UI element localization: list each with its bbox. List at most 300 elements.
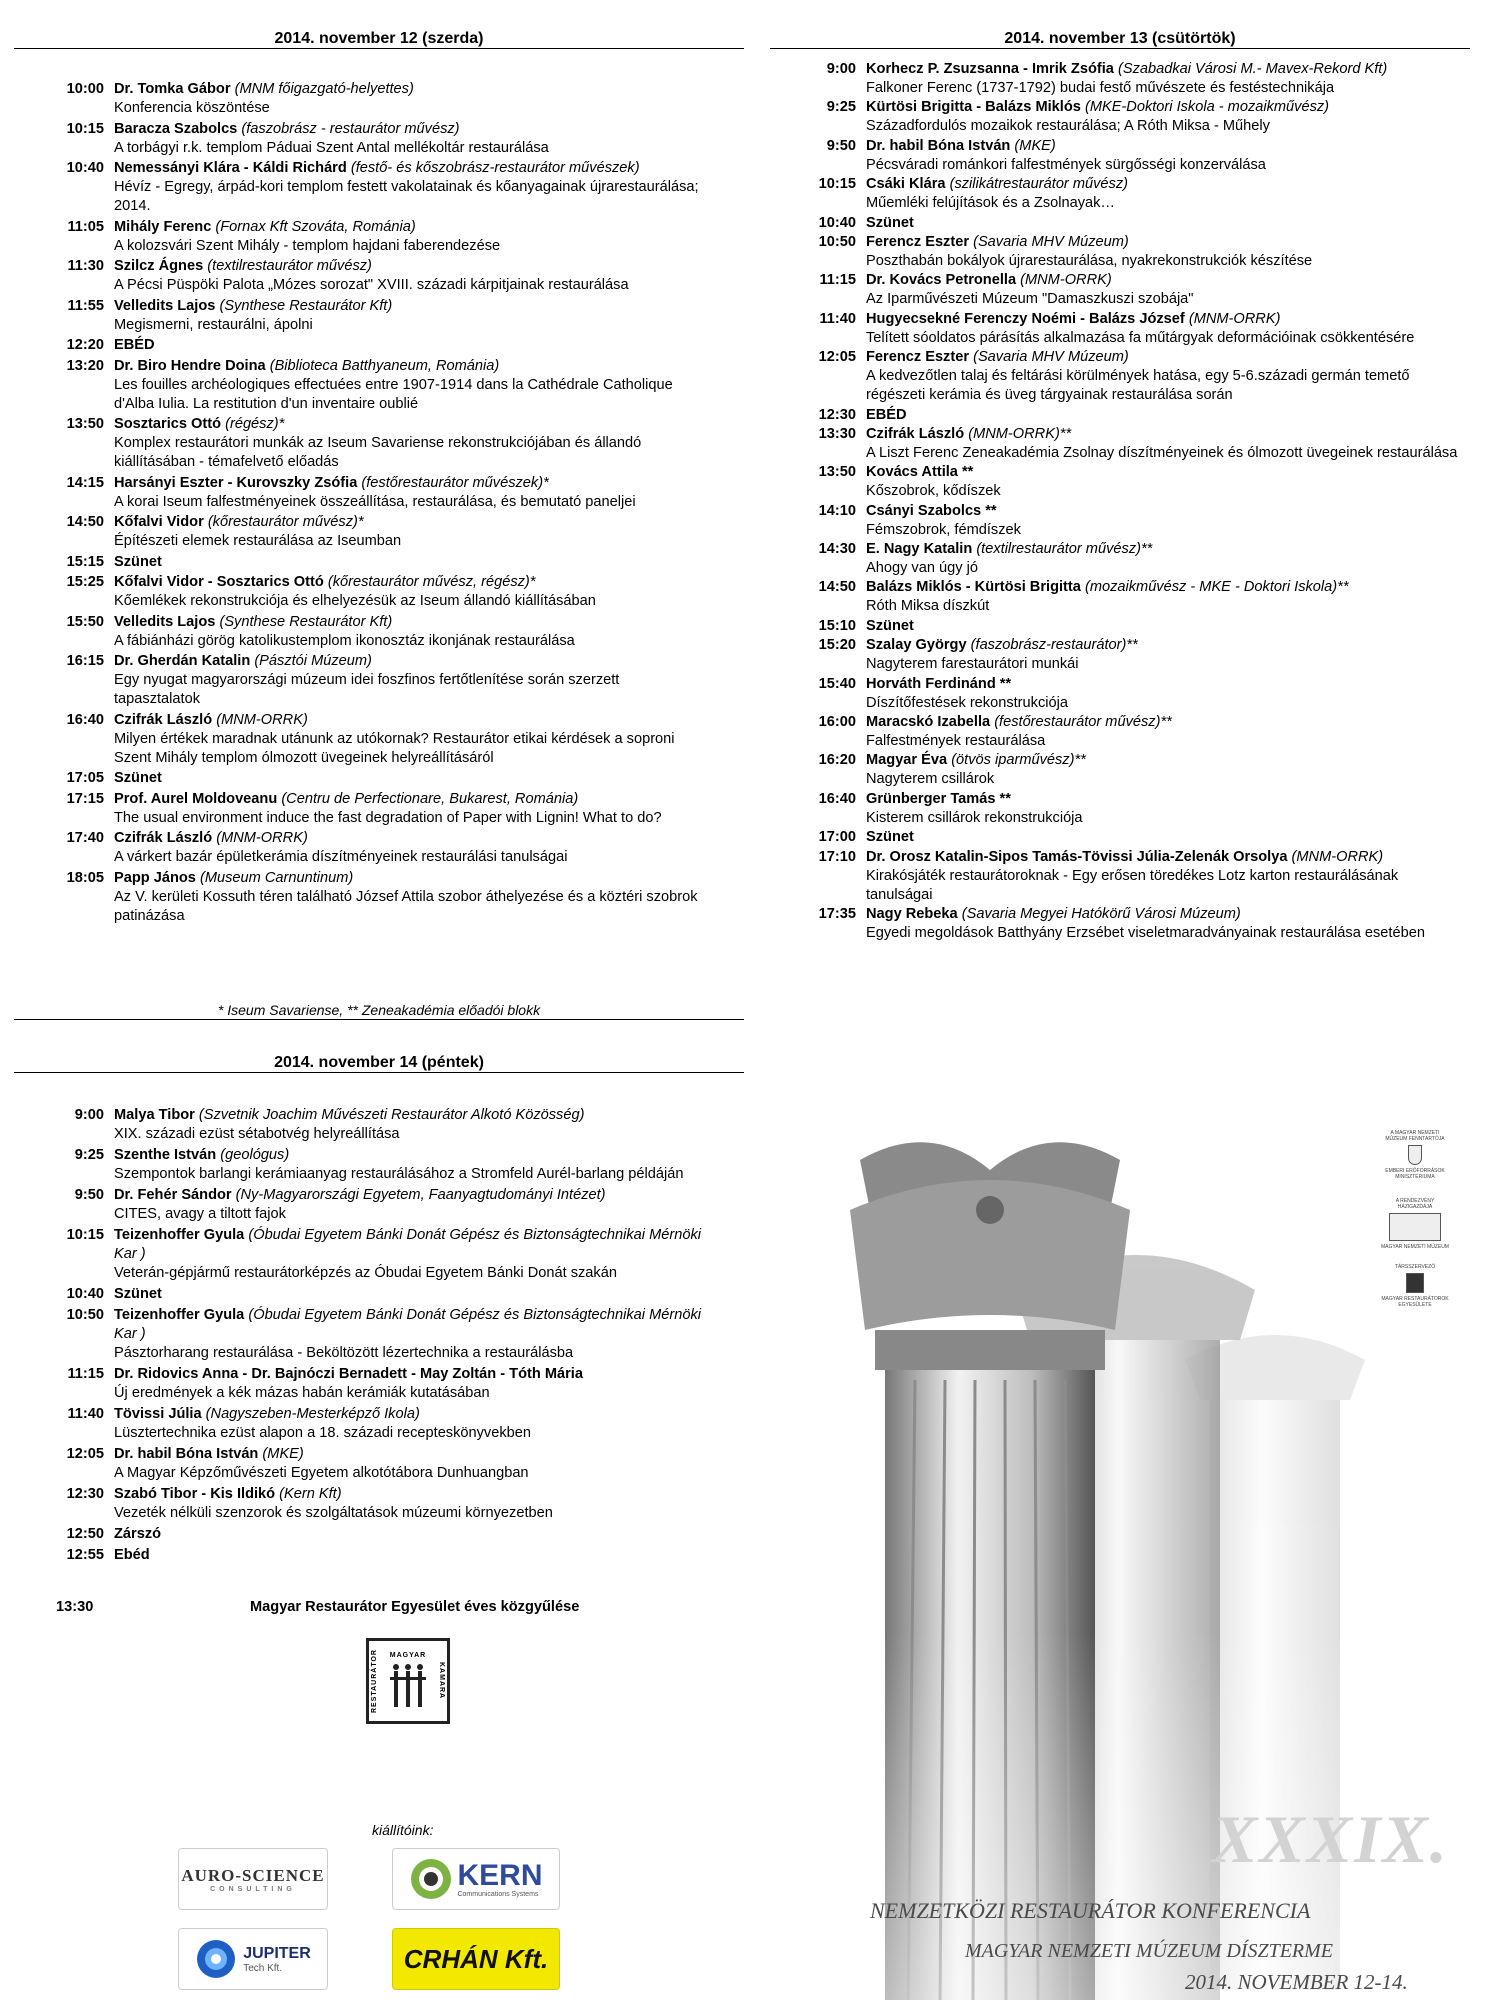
entry-speaker: Teizenhoffer Gyula (114, 1307, 245, 1323)
program-entry (38, 1226, 708, 1283)
program-entry (38, 1546, 708, 1565)
entry-title: A Magyar Képzőművészeti Egyetem alkotótábora Dunhuangban (114, 1465, 529, 1481)
conference-title: NEMZETKÖZI RESTAURÁTOR KONFERENCIA (870, 1898, 1311, 1923)
entry-speaker: EBÉD (866, 406, 907, 423)
conference-number: XXXIX. (1212, 1801, 1449, 1877)
entry-speaker: Szünet (114, 553, 162, 570)
entry-speaker: Szünet (866, 214, 914, 231)
entry-title: A torbágyi r.k. templom Páduai Szent Antal mellékoltár restaurálása (114, 139, 549, 156)
entry-time: 12:05 (818, 349, 856, 366)
entry-time: 10:15 (66, 120, 104, 137)
entry-time: 11:55 (67, 297, 104, 314)
entry-speaker: Nagy Rebeka (866, 905, 958, 922)
program-entry (790, 578, 1460, 616)
entry-speaker: Korhecz P. Zsuzsanna - Imrik Zsófia (866, 61, 1114, 77)
program-entry (38, 474, 708, 512)
entry-time: 11:30 (67, 258, 104, 274)
entry-title: Nagyterem farestaurátori munkái (866, 656, 1079, 673)
kern-icon (409, 1857, 453, 1901)
program-entry (790, 905, 1460, 943)
crhan-name: CRHÁN Kft. (403, 1943, 549, 1974)
entry-speaker: Ferencz Eszter (866, 349, 970, 366)
entry-affiliation: (régész)* (225, 416, 285, 432)
entry-title: Poszthabán bokályok újrarestaurálása, nyakrekonstrukciók készítése (866, 252, 1313, 269)
sponsor-ministry (1380, 1130, 1450, 1180)
entry-time: 11:15 (67, 1366, 104, 1382)
entry-affiliation: (Kern Kft) (279, 1486, 342, 1502)
entry-title: Nagyterem csillárok (866, 771, 995, 788)
entry-speaker: Ebéd (114, 1547, 150, 1563)
entry-speaker: Malya Tibor (114, 1107, 195, 1123)
entry-time: 10:40 (66, 160, 104, 176)
entry-time: 16:15 (66, 653, 104, 669)
program-entry (38, 573, 708, 611)
mre-logo-icon (1406, 1273, 1424, 1293)
entry-affiliation: (Óbudai Egyetem Bánki Donát Gépész és Biztonságtechnikai Mérnöki Kar ) (114, 1307, 702, 1342)
program-entry (790, 175, 1460, 213)
entry-speaker: Velledits Lajos (114, 613, 216, 630)
program-entry (790, 540, 1460, 578)
jupiter-name: JUPITER (243, 1944, 311, 1962)
program-entry (38, 769, 708, 788)
entry-speaker: Velledits Lajos (114, 297, 216, 314)
entry-speaker: Papp János (114, 869, 196, 886)
entry-speaker: Dr. habil Bóna István (114, 1446, 259, 1462)
kamara-logo-right: KAMARA (438, 1662, 445, 1700)
kamara-logo-left: RESTAURÁTOR (371, 1648, 378, 1714)
program-entry (38, 790, 708, 828)
entry-title: XIX. századi ezüst sétabotvég helyreállítása (114, 1126, 400, 1142)
entry-speaker: Dr. Gherdán Katalin (114, 653, 251, 669)
entry-speaker: Prof. Aurel Moldoveanu (114, 790, 278, 807)
entry-title: Komplex restaurátori munkák az Iseum Savariense rekonstrukciójában és állandó kiállításában - témafelvető előadás (114, 435, 642, 470)
day3-title: 2014. november 14 (péntek) (14, 1052, 744, 1073)
entry-time: 12:05 (66, 1446, 104, 1462)
entry-title: A kedvezőtlen talaj és feltárási körülmények hatása, egy 5-6.századi germán temető régészeti kerámia és üveg tárgyainak restaurálása során (866, 368, 1410, 404)
entry-speaker: Szalay György (866, 637, 967, 654)
jupiter-icon (195, 1938, 237, 1980)
entry-title: Az Iparművészeti Múzeum "Damaszkuszi szobája" (866, 291, 1194, 308)
entry-time: 10:40 (66, 1286, 104, 1302)
program-entry (38, 336, 708, 355)
auroscience-logo (178, 1848, 328, 1910)
program-entry (38, 711, 708, 768)
entry-speaker: Czifrák László (114, 711, 213, 728)
entry-title: A Liszt Ferenc Zeneakadémia Zsolnay díszítményeinek és ólmozott üvegeinek restaurálása (866, 444, 1458, 461)
entry-title: Fémszobrok, fémdíszek (866, 521, 1021, 538)
entry-speaker: Harsányi Eszter - Kurovszky Zsófia (114, 474, 358, 491)
entry-title: Milyen értékek maradnak utánunk az utókornak? Restaurátor etikai kérdések a soproni Szent Mihály templom ólmozott üvegeinek helyreállításáról (114, 730, 675, 766)
program-entry (38, 1186, 708, 1224)
program-entry (790, 233, 1460, 271)
entry-time: 16:20 (818, 752, 856, 769)
entry-affiliation: (faszobrász-restaurátor)** (970, 637, 1138, 654)
program-entry (38, 829, 708, 867)
program-entry (790, 271, 1460, 309)
entry-time: 16:00 (818, 714, 856, 731)
entry-speaker: Hugyecsekné Ferenczy Noémi - Balázs József (866, 310, 1185, 327)
entry-time: 16:40 (818, 790, 856, 807)
program-entry (790, 60, 1460, 98)
entry-time: 11:40 (819, 310, 856, 327)
entry-time: 12:20 (66, 337, 104, 353)
kamara-logo-top: MAGYAR (389, 1651, 427, 1659)
entry-title: Veterán-gépjármű restaurátorképzés az Óbudai Egyetem Bánki Donát szakán (114, 1265, 617, 1281)
entry-speaker: Szünet (114, 770, 162, 786)
entry-affiliation: (Savaria MHV Múzeum) (973, 233, 1129, 250)
entry-time: 14:30 (818, 541, 856, 558)
program-entry (38, 297, 708, 335)
entry-title: Pásztorharang restaurálása - Beköltözött lézertechnika a restaurálásba (114, 1345, 574, 1361)
entry-title: Műemléki felújítások és a Zsolnayak… (866, 195, 1116, 212)
entry-affiliation: (mozaikművész - MKE - Doktori Iskola)** (1084, 579, 1349, 596)
program-entry (790, 617, 1460, 636)
entry-speaker: Tövissi Júlia (114, 1406, 202, 1422)
entry-time: 15:10 (818, 617, 856, 634)
entry-speaker: Szünet (114, 1286, 162, 1302)
entry-time: 9:00 (826, 61, 856, 77)
entry-title: Kisterem csillárok rekonstrukciója (866, 809, 1083, 826)
program-entry (790, 751, 1460, 789)
entry-title: Kőemlékek rekonstrukciója és elhelyezésük az Iseum állandó kiállításában (114, 593, 596, 609)
entry-affiliation: (Fornax Kft Szováta, Románia) (215, 218, 416, 235)
entry-time: 11:05 (67, 218, 104, 235)
entry-affiliation: (szilikátrestaurátor művész) (949, 176, 1128, 193)
program-entry (38, 613, 708, 651)
program-entry (790, 790, 1460, 828)
entry-affiliation: (MNM-ORRK) (1188, 310, 1281, 327)
entry-title: Megismerni, restaurálni, ápolni (114, 316, 313, 333)
program-entry (38, 1525, 708, 1544)
entry-title: Falfestmények restaurálása (866, 733, 1046, 750)
entry-speaker: Magyar Éva (866, 752, 948, 769)
entry-affiliation: (textilrestaurátor művész)** (976, 541, 1153, 558)
figures-icon (388, 1661, 428, 1711)
entry-time: 14:50 (818, 579, 856, 596)
entry-title: Egy nyugat magyarországi múzeum idei foszfinos fertőtlenítése során szerzett tapasztalatok (114, 672, 620, 707)
entry-title: A fábiánházi görög katolikustemplom ikonosztáz ikonjának restaurálása (114, 632, 575, 649)
kern-logo (392, 1848, 560, 1910)
entry-title: Róth Miksa díszkút (866, 598, 990, 615)
entry-title: Konferencia köszöntése (114, 100, 270, 116)
museum-building-icon (1389, 1213, 1441, 1241)
entry-time: 14:10 (818, 502, 856, 519)
entry-speaker: Dr. Biro Hendre Doina (114, 357, 266, 374)
entry-speaker: Teizenhoffer Gyula (114, 1227, 245, 1243)
entry-title: A várkert bazár épületkerámia díszítményeinek restaurálási tanulságai (114, 849, 568, 865)
kern-name: KERN (457, 1858, 543, 1892)
entry-title: Az V. kerületi Kossuth téren található József Attila szobor áthelyezése és a köztéri szobrok patinázása (114, 888, 698, 924)
program-entry (790, 675, 1460, 713)
coat-of-arms-icon (1408, 1145, 1422, 1165)
entry-speaker: Maracskó Izabella (866, 714, 991, 731)
program-entry (38, 1365, 708, 1403)
entry-speaker: Kőfalvi Vidor (114, 514, 204, 530)
entry-time: 17:10 (818, 848, 856, 865)
entry-speaker: Czifrák László (866, 425, 965, 442)
program-entry (790, 502, 1460, 540)
entry-affiliation: (kőrestaurátor művész, régész)* (327, 574, 536, 590)
entry-title: A korai Iseum falfestményeinek összeállítása, restaurálása, és bemutató paneljei (114, 493, 636, 510)
entry-speaker: Csáki Klára (866, 176, 946, 193)
program-entry (38, 1146, 708, 1184)
entry-affiliation: (MKE-Doktori Iskola - mozaikművész) (1084, 99, 1330, 116)
program-entry (790, 636, 1460, 674)
program-entry (38, 1106, 708, 1144)
entry-speaker: Szabó Tibor - Kis Ildikó (114, 1486, 276, 1502)
sponsor-ministry-caption: A MAGYAR NEMZETI MÚZEUM FENNTARTÓJA (1385, 1130, 1445, 1142)
entry-affiliation: (MKE) (262, 1446, 304, 1462)
entry-time: 17:05 (66, 770, 104, 786)
entry-title: Ahogy van úgy jó (866, 560, 978, 577)
entry-affiliation: (Ny-Magyarországi Egyetem, Faanyagtudományi Intézet) (235, 1187, 606, 1203)
entry-affiliation: (Pásztói Múzeum) (254, 653, 372, 669)
entry-speaker: Szünet (866, 617, 914, 634)
conference-venue: MAGYAR NEMZETI MÚZEUM DÍSZTERME (965, 1940, 1334, 1962)
entry-speaker: Dr. Fehér Sándor (114, 1187, 232, 1203)
entry-affiliation: (festőrestaurátor művészek)* (361, 474, 549, 491)
program-entry (38, 218, 708, 256)
entry-affiliation: (MNM-ORRK) (216, 711, 308, 728)
program-entry (38, 1285, 708, 1304)
program-entry (38, 257, 708, 295)
entry-time: 10:40 (818, 214, 856, 231)
entry-title: Építészeti elemek restaurálása az Iseumban (114, 533, 402, 549)
program-entry (38, 1485, 708, 1523)
program-entry (790, 214, 1460, 233)
program-entry (38, 357, 708, 414)
crhan-logo (392, 1928, 560, 1990)
entry-affiliation: (Synthese Restaurátor Kft) (219, 613, 393, 630)
program-entry (38, 1306, 708, 1363)
sponsor-host-caption: A RENDEZVÉNY HÁZIGAZDÁJA (1395, 1198, 1435, 1210)
entry-affiliation: (Óbudai Egyetem Bánki Donát Gépész és Biztonságtechnikai Mérnöki Kar ) (114, 1227, 702, 1262)
entry-affiliation: (geológus) (220, 1147, 290, 1163)
entry-title: Díszítőfestések rekonstrukciója (866, 694, 1068, 711)
entry-title: Egyedi megoldások Batthyány Erzsébet viseletmaradványainak restaurálása esetében (866, 924, 1425, 941)
program-entry (38, 553, 708, 572)
entry-time: 11:40 (67, 1406, 104, 1422)
entry-speaker: Szilcz Ágnes (114, 258, 204, 274)
program-entry (790, 406, 1460, 425)
jupiter-logo (178, 1928, 328, 1990)
entry-time: 9:50 (826, 137, 856, 154)
entry-speaker: Kőfalvi Vidor - Sosztarics Ottó (114, 574, 324, 590)
entry-affiliation: (Biblioteca Batthyaneum, Románia) (269, 357, 500, 374)
entry-title: Les fouilles archéologiques effectuées entre 1907-1914 dans la Cathédrale Catholique d'Alba Iulia. La restitution d'un inventaire oublié (114, 376, 673, 412)
entry-speaker: Mihály Ferenc (114, 218, 212, 235)
entry-affiliation: (Szvetnik Joachim Művészeti Restaurátor Alkotó Közösség) (198, 1107, 585, 1123)
entry-speaker: Ferencz Eszter (866, 233, 970, 250)
entry-time: 12:55 (66, 1547, 104, 1563)
entry-time: 12:30 (818, 406, 856, 423)
entry-speaker: Baracza Szabolcs (114, 120, 238, 137)
day1-program (38, 80, 708, 927)
entry-time: 12:50 (66, 1526, 104, 1542)
entry-time: 14:15 (66, 474, 104, 491)
entry-speaker: Dr. Kovács Petronella (866, 272, 1017, 289)
sponsor-host-name: MAGYAR NEMZETI MÚZEUM (1381, 1244, 1449, 1250)
program-entry (790, 425, 1460, 463)
program-entry (38, 1405, 708, 1443)
footnote: * Iseum Savariense, ** Zeneakadémia előadói blokk (14, 1000, 744, 1020)
entry-title: Telített sóoldatos párásítás alkalmazása fa műtárgyak deformációinak csökkentésére (866, 329, 1415, 346)
entry-time: 9:50 (74, 1187, 104, 1203)
entry-title: Kirakósjáték restaurátoroknak - Egy erősen töredékes Lotz karton restaurálásának tanulságai (866, 867, 1399, 903)
auroscience-name: AURO-SCIENCE (181, 1865, 325, 1885)
entry-time: 17:35 (818, 905, 856, 922)
entry-time: 18:05 (66, 869, 104, 886)
entry-title: Vezeték nélküli szenzorok és szolgáltatások múzeumi környezetben (114, 1505, 553, 1521)
entry-affiliation: (Savaria Megyei Hatókörű Városi Múzeum) (961, 905, 1241, 922)
entry-affiliation: (kőrestaurátor művész)* (207, 514, 364, 530)
day2-title: 2014. november 13 (csütörtök) (770, 28, 1470, 49)
program-entry (38, 652, 708, 709)
entry-time: 16:40 (66, 711, 104, 728)
program-entry (38, 80, 708, 118)
entry-affiliation: (MNM-ORRK) (1020, 272, 1112, 289)
program-entry (790, 310, 1460, 348)
entry-speaker: Dr. Tomka Gábor (114, 81, 231, 97)
entry-time: 13:50 (66, 416, 104, 432)
entry-affiliation: (Savaria MHV Múzeum) (973, 349, 1129, 366)
entry-affiliation: (Szabadkai Városi M.- Mavex-Rekord Kft) (1117, 61, 1388, 77)
entry-title: A kolozsvári Szent Mihály - templom hajdani faberendezése (114, 237, 501, 254)
entry-speaker: Balázs Miklós - Kürtösi Brigitta (866, 579, 1081, 596)
entry-speaker: Nemessányi Klára - Káldi Richárd (114, 160, 347, 176)
entry-time: 15:50 (66, 613, 104, 630)
entry-title: Századfordulós mozaikok restaurálása; A Róth Miksa - Műhely (866, 118, 1270, 135)
entry-title: Lüsztertechnika ezüst alapon a 18. századi recepteskönyvekben (114, 1425, 531, 1441)
entry-affiliation: (MKE) (1014, 137, 1056, 154)
entry-affiliation: (textilrestaurátor művész) (207, 258, 372, 274)
program-entry (790, 848, 1460, 905)
closing-event (38, 1598, 708, 1617)
entry-time: 17:00 (818, 829, 856, 846)
entry-title: Kőszobrok, kődíszek (866, 483, 1001, 500)
sponsor-co-organizer (1380, 1264, 1450, 1308)
sponsor-co-organizer-name: MAGYAR RESTAURÁTOROK EGYESÜLETE (1381, 1296, 1449, 1308)
program-entry (790, 98, 1460, 136)
entry-title: Hévíz - Egregy, árpád-kori templom festett vakolatainak és kőanyagainak újrarestaurálása; 2014. (114, 179, 699, 214)
program-entry (38, 1445, 708, 1483)
entry-affiliation: (Nagyszeben-Mesterképző Ikola) (205, 1406, 420, 1422)
day2-program (790, 60, 1460, 943)
entry-affiliation: (MNM-ORRK)** (968, 425, 1072, 442)
day1-title: 2014. november 12 (szerda) (14, 28, 744, 49)
program-entry (38, 120, 708, 158)
entry-time: 10:50 (818, 233, 856, 250)
entry-time: 9:25 (74, 1147, 104, 1163)
program-entry (790, 463, 1460, 501)
sponsor-ministry-name: EMBERI ERŐFORRÁSOK MINISZTÉRIUMA (1385, 1168, 1445, 1180)
entry-title: The usual environment induce the fast degradation of Paper with Lignin! What to do? (114, 809, 662, 826)
entry-speaker: Sosztarics Ottó (114, 416, 222, 432)
entry-time: 9:25 (826, 99, 856, 116)
entry-speaker: Kovács Attila ** (866, 464, 974, 481)
entry-affiliation: (festő- és kőszobrász-restaurátor művészek) (350, 160, 640, 176)
closing-text: Magyar Restaurátor Egyesület éves közgyűlése (250, 1599, 580, 1615)
entry-title: Szempontok barlangi kerámiaanyag restaurálásához a Stromfeld Aurél-barlang példáján (114, 1166, 684, 1182)
entry-time: 15:15 (66, 553, 104, 570)
entry-speaker: Dr. Ridovics Anna - Dr. Bajnóczi Bernadett - May Zoltán - Tóth Mária (114, 1366, 583, 1382)
restaurator-kamara-logo (366, 1638, 450, 1724)
entry-time: 10:00 (66, 81, 104, 97)
jupiter-sub: Tech Kft. (243, 1962, 283, 1974)
program-entry (38, 159, 708, 216)
entry-title: A Pécsi Püspöki Palota „Mózes sorozat" XVIII. századi kárpitjainak restaurálása (114, 277, 629, 293)
entry-affiliation: (Synthese Restaurátor Kft) (219, 297, 393, 314)
entry-speaker: Grünberger Tamás ** (866, 790, 1011, 807)
entry-affiliation: (ötvös iparművész)** (951, 752, 1086, 769)
entry-title: Pécsváradi románkori falfestmények sürgősségi konzerválása (866, 156, 1266, 173)
entry-affiliation: (MNM-ORRK) (216, 830, 308, 846)
entry-time: 15:40 (818, 675, 856, 692)
entry-speaker: Szenthe István (114, 1147, 217, 1163)
entry-speaker: Kürtösi Brigitta - Balázs Miklós (866, 99, 1081, 116)
entry-speaker: E. Nagy Katalin (866, 541, 973, 558)
entry-time: 10:15 (66, 1227, 104, 1243)
entry-speaker: Dr. habil Bóna István (866, 137, 1011, 154)
sponsor-host (1380, 1198, 1450, 1250)
entry-time: 13:50 (818, 464, 856, 481)
entry-time: 12:30 (66, 1486, 104, 1502)
entry-title: Új eredmények a kék mázas habán kerámiák kutatásában (114, 1385, 490, 1401)
entry-time: 10:15 (818, 176, 856, 193)
entry-time: 13:30 (818, 425, 856, 442)
entry-affiliation: (MNM-ORRK) (1291, 848, 1384, 865)
program-entry (790, 713, 1460, 751)
entry-speaker: Horváth Ferdinánd ** (866, 675, 1012, 692)
entry-affiliation: (festőrestaurátor művész)** (994, 714, 1172, 731)
entry-time: 14:50 (66, 514, 104, 530)
conference-date: 2014. NOVEMBER 12-14. (1185, 1970, 1408, 1994)
entry-time: 15:25 (66, 574, 104, 590)
entry-affiliation: (faszobrász - restaurátor művész) (241, 120, 460, 137)
program-entry (790, 828, 1460, 847)
day3-program (38, 1106, 708, 1567)
entry-affiliation: (Museum Carnuntinum) (199, 869, 354, 886)
entry-time: 17:15 (66, 790, 104, 807)
kern-sub: Communications Systems (457, 1890, 539, 1898)
entry-affiliation: (MNM főigazgató-helyettes) (234, 81, 414, 97)
entry-title: Falkoner Ferenc (1737-1792) budai festő művészete és festéstechnikája (866, 80, 1335, 96)
exhibitors-label: kiállítóink: (372, 1822, 434, 1838)
closing-time: 13:30 (56, 1599, 94, 1615)
entry-time: 10:50 (66, 1307, 104, 1323)
entry-speaker: Csányi Szabolcs ** (866, 502, 997, 519)
entry-affiliation: (Centru de Perfectionare, Bukarest, Románia) (281, 790, 579, 807)
program-entry (38, 415, 708, 472)
entry-time: 15:20 (818, 637, 856, 654)
program-entry (38, 513, 708, 551)
entry-speaker: Zárszó (114, 1526, 162, 1542)
entry-time: 11:15 (819, 272, 856, 289)
entry-speaker: Szünet (866, 829, 914, 846)
entry-time: 17:40 (66, 830, 104, 846)
program-entry (38, 869, 708, 926)
program-entry (790, 137, 1460, 175)
entry-time: 13:20 (66, 357, 104, 374)
entry-speaker: Czifrák László (114, 830, 213, 846)
entry-title: CITES, avagy a tiltott fajok (114, 1206, 286, 1222)
program-entry (790, 348, 1460, 405)
auroscience-sub: CONSULTING (210, 1885, 296, 1893)
entry-time: 9:00 (74, 1107, 104, 1123)
entry-speaker: EBÉD (114, 337, 155, 353)
entry-speaker: Dr. Orosz Katalin-Sipos Tamás-Tövissi Júlia-Zelenák Orsolya (866, 848, 1288, 865)
sponsor-co-organizer-caption: TÁRSSZERVEZŐ (1394, 1264, 1436, 1270)
